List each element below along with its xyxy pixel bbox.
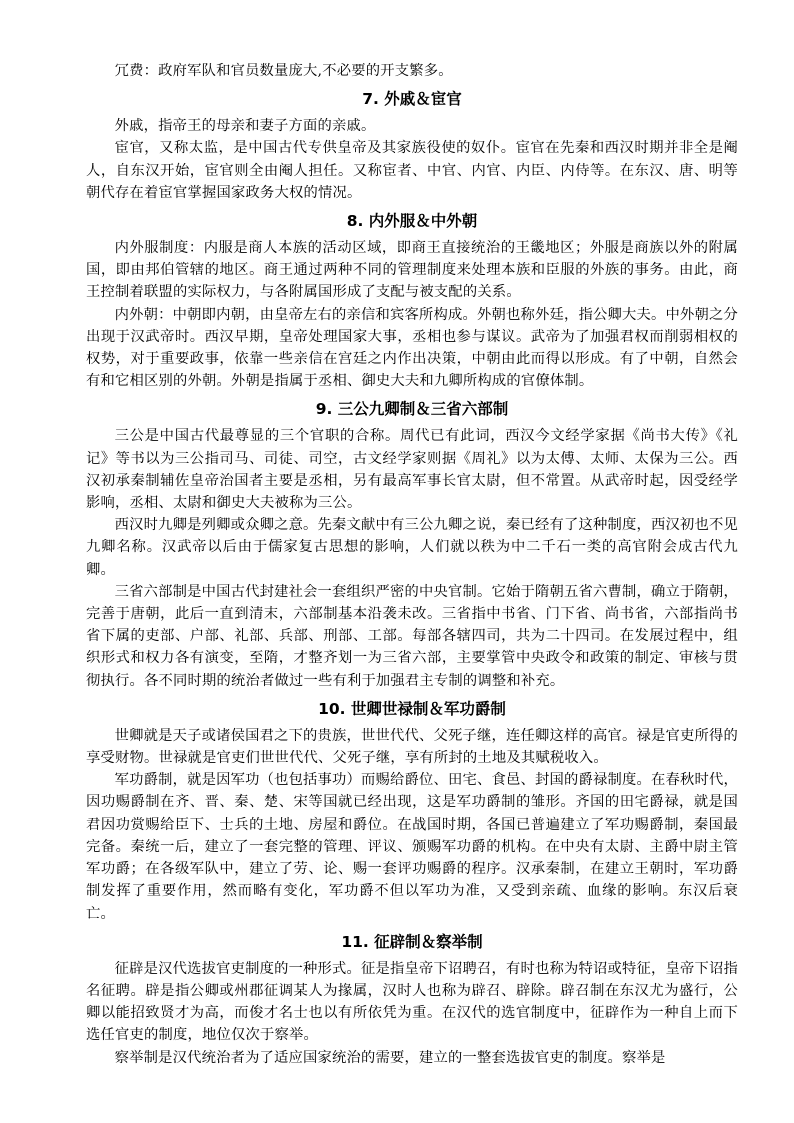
section-title-7: 7. 外戚＆宦官 [362,90,462,109]
section-9-paragraph-2: 西汉时九卿是列卿或众卿之意。先秦文献中有三公九卿之说，秦已经有了这种制度，西汉初也不见九卿名称。汉武帝以后由于儒家复古思想的影响，人们就以秩为中二千石一类的高官附会成古代九卿。 [86,517,738,578]
section-9-paragraph-3: 三省六部制是中国古代封建社会一套组织严密的中央官制。它始于隋朝五省六曹制，确立于隋朝，完善于唐朝，此后一直到清末，六部制基本沿袭未改。三省指中书省、门下省、尚书省，六部指尚书省下属的吏部、户部、礼部、兵部、刑部、工部。每部各辖四司，共为二十四司。在发展过程中，组织形式和权力各有演变，至隋，才整齐划一为三省六部，主要掌管中央政令和政策的制定、审核与贯彻执行。各不同时期的统治者做过一些有利于加强君主专制的调整和补充。 [86,583,738,689]
document-page [86,60,738,1069]
section-10-paragraph-1: 世卿就是天子或诸侯国君之下的贵族，世世代代、父死子继，连任卿这样的高官。禄是官吏所得的享受财物。世禄就是官吏们世世代代、父死子继，享有所封的土地及其赋税收入。 [86,727,738,767]
section-title-9: 9. 三公九卿制＆三省六部制 [315,400,509,419]
section-8-paragraph-1: 内外服制度：内服是商人本族的活动区域，即商王直接统治的王畿地区；外服是商族以外的附属国，即由邦伯管辖的地区。商王通过两种不同的管理制度来处理本族和臣服的外族的事务。由此，商王控制着联盟的实际权力，与各附属国形成了支配与被支配的关系。 [86,240,738,301]
section-7-paragraph-2: 宦官，又称太监，是中国古代专供皇帝及其家族役使的奴仆。宦官在先秦和西汉时期并非全是阉人，自东汉开始，宦官则全由阉人担任。又称宦者、中官、内官、内臣、内侍等。在东汉、唐、明等朝代存在着宦官掌握国家政务大权的情况。 [86,140,738,201]
section-title-10: 10. 世卿世禄制＆军功爵制 [318,699,506,718]
intro-paragraph: 冗费：政府军队和官员数量庞大,不必要的开支繁多。 [114,63,453,79]
section-10-paragraph-2: 军功爵制，就是因军功（也包括事功）而赐给爵位、田宅、食邑、封国的爵禄制度。在春秋时代，因功赐爵制在齐、晋、秦、楚、宋等国就已经出现，这是军功爵制的雏形。齐国的田宅爵禄，就是国君因功赏赐给臣下、士兵的土地、房屋和爵位。在战国时期，各国已普遍建立了军功赐爵制，秦国最完备。秦统一后，建立了一套完整的管理、评议、颁赐军功爵的机构。在中央有太尉、主爵中尉主管军功爵；在各级军队中，建立了劳、论、赐一套评功赐爵的程序。汉承秦制，在建立王朝时，军功爵制发挥了重要作用，然而略有变化，军功爵不但以军功为准，又受到亲疏、血缘的影响。东汉后衰亡。 [86,772,738,922]
section-7-paragraph-1: 外戚，指帝王的母亲和妻子方面的亲戚。 [114,118,376,135]
section-11-paragraph-2: 察举制是汉代统治者为了适应国家统治的需要，建立的一整套选拔官吏的制度。察举是 [114,1049,666,1066]
section-title-8: 8. 内外服＆中外朝 [346,212,478,231]
section-9-paragraph-1: 三公是中国古代最尊显的三个官职的合称。周代已有此词，西汉今文经学家据《尚书大传》《礼记》等书以为三公指司马、司徒、司空，古文经学家则据《周礼》以为太傅、太师、太保为三公。西汉初承秦制辅佐皇帝治国者主要是丞相，另有最高军事长官太尉，但不常置。从武帝时起，因受经学影响，丞相、太尉和御史大夫被称为三公。 [86,428,738,512]
section-11-paragraph-1: 征辟是汉代选拔官吏制度的一种形式。征是指皇帝下诏聘召，有时也称为特诏或特征，皇帝下诏指名征聘。辟是指公卿或州郡征调某人为掾属，汉时人也称为辟召、辟除。辟召制在东汉尤为盛行，公卿以能招致贤才为高，而俊才名士也以有所依凭为重。在汉代的选官制度中，征辟作为一种自上而下选任官吏的制度，地位仅次于察举。 [86,960,738,1044]
section-title-11: 11. 征辟制＆察举制 [341,932,483,951]
section-8-paragraph-2: 内外朝：中朝即内朝，由皇帝左右的亲信和宾客所构成。外朝也称外廷，指公卿大夫。中外朝之分出现于汉武帝时。西汉早期，皇帝处理国家大事，丞相也参与谋议。武帝为了加强君权而削弱相权的权势，对于重要政事，依靠一些亲信在宫廷之内作出决策，中朝由此而得以形成。有了中朝，自然会有和它相区别的外朝。外朝是指属于丞相、御史大夫和九卿所构成的官僚体制。 [86,306,738,390]
